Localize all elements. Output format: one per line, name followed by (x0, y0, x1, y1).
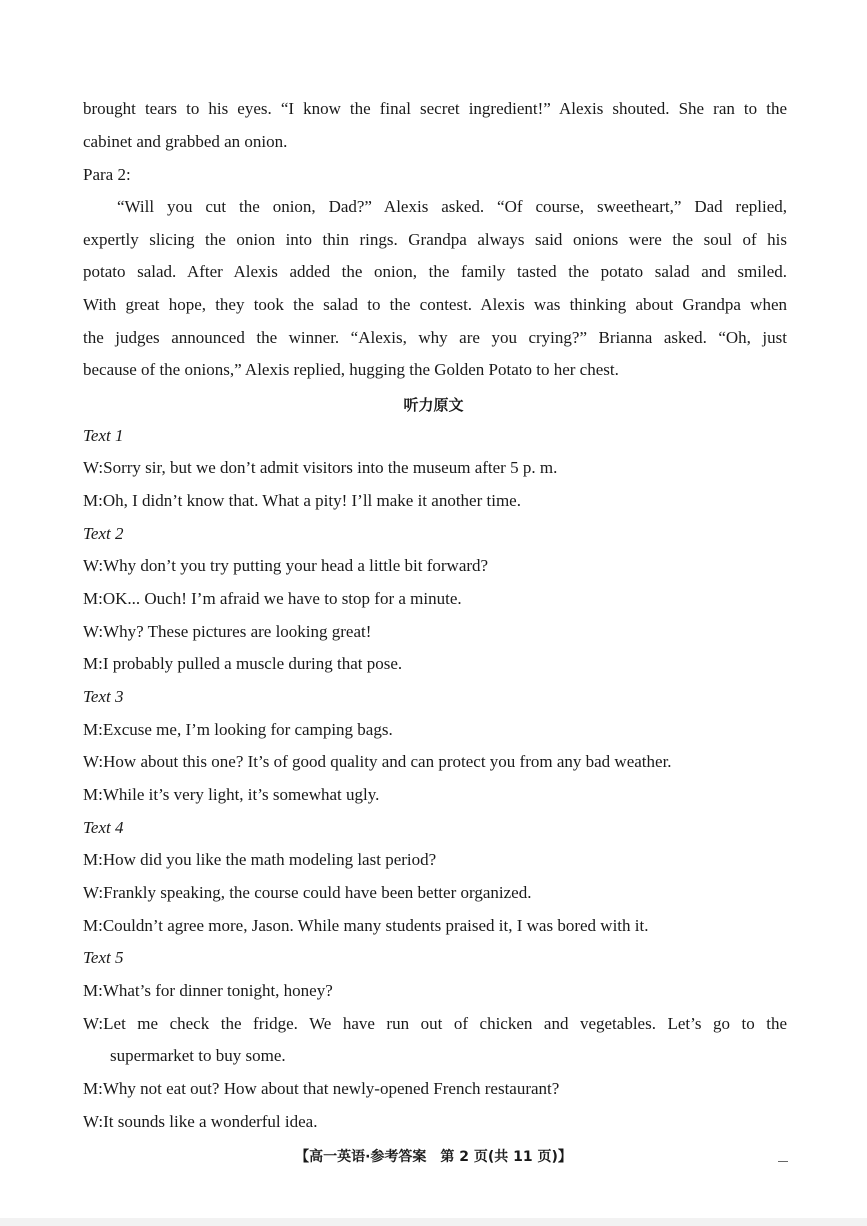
dialogue-line: W:It sounds like a wonderful idea. (83, 1112, 318, 1131)
page-bottom-edge (0, 1218, 867, 1226)
dialogue-line: W:Why? These pictures are looking great! (83, 622, 372, 641)
transcript-label: Text 1 (83, 426, 124, 445)
story-line: expertly slicing the onion into thin rings. Grandpa always said onions were the soul of his (83, 230, 787, 249)
footer-mark (778, 1161, 788, 1162)
dialogue-line: M:What’s for dinner tonight, honey? (83, 981, 333, 1000)
dialogue-line: M:Oh, I didn’t know that. What a pity! I’ll make it another time. (83, 491, 521, 510)
dialogue-line: W:Why don’t you try putting your head a little bit forward? (83, 556, 489, 575)
dialogue-line: supermarket to buy some. (110, 1046, 286, 1065)
story-line: With great hope, they took the salad to the contest. Alexis was thinking about Grandpa when (83, 295, 787, 314)
dialogue-line: W:Let me check the fridge. We have run out of chicken and vegetables. Let’s go to the (83, 1014, 787, 1033)
story-line: potato salad. After Alexis added the onion, the family tasted the potato salad and smiled. (83, 262, 787, 281)
dialogue-line: M:How did you like the math modeling last period? (83, 850, 437, 869)
dialogue-line: M:OK... Ouch! I’m afraid we have to stop for a minute. (83, 589, 462, 608)
transcript-label: Text 2 (83, 524, 124, 543)
dialogue-line: M:While it’s very light, it’s somewhat ugly. (83, 785, 380, 804)
transcript-label: Text 3 (83, 687, 124, 706)
section-heading: 听力原文 (403, 396, 464, 414)
transcript-label: Text 4 (83, 818, 124, 837)
page-footer: 【高一英语·参考答案 第 2 页(共 11 页)】 (295, 1149, 572, 1165)
story-line: brought tears to his eyes. “I know the final secret ingredient!” Alexis shouted. She ran to the (83, 99, 787, 118)
transcript-label: Text 5 (83, 948, 124, 967)
dialogue-line: M:Why not eat out? How about that newly-opened French restaurant? (83, 1079, 560, 1098)
story-line: “Will you cut the onion, Dad?” Alexis asked. “Of course, sweetheart,” Dad replied, (117, 197, 787, 216)
story-line: the judges announced the winner. “Alexis, why are you crying?” Brianna asked. “Oh, just (83, 328, 787, 347)
dialogue-line: W:Frankly speaking, the course could have been better organized. (83, 883, 532, 902)
story-line: cabinet and grabbed an onion. (83, 132, 288, 151)
dialogue-line: M:I probably pulled a muscle during that pose. (83, 654, 403, 673)
story-line: because of the onions,” Alexis replied, hugging the Golden Potato to her chest. (83, 360, 619, 379)
dialogue-line: M:Couldn’t agree more, Jason. While many students praised it, I was bored with it. (83, 916, 649, 935)
dialogue-line: W:Sorry sir, but we don’t admit visitors into the museum after 5 p. m. (83, 458, 558, 477)
dialogue-line: W:How about this one? It’s of good quality and can protect you from any bad weather. (83, 752, 672, 771)
para-label: Para 2: (83, 165, 131, 184)
dialogue-line: M:Excuse me, I’m looking for camping bags. (83, 720, 393, 739)
